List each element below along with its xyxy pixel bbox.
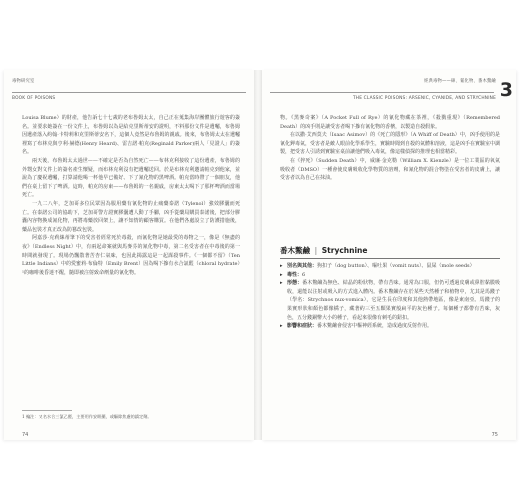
triangle-bullet-icon: ▸ (280, 271, 283, 278)
attribute-value: 番木鱉鹼為無色、結晶的粉狀物，帶有苦味。通常為口服，但仍可透過皮膚或鼻腔黏膜吸收，還能以注射或吸入的方式進入體內。番木鱉鹼存在於某些天然種子和植物中，尤其是馬錢子（學名：Strychnos nux-vomica），它是生長在印度和其他熱帶地區，像是東南亞。馬錢子的果實形狀和顏色都像橘子，藏著約三至五顆果實般扁平的灰色種子。每個種子都帶有苦味，灰色，五分錢銅幣大小的種子，看起來很像有刺毛的鈕扣。 (287, 280, 500, 321)
attribute-item (280, 279, 500, 322)
attribute-list (280, 262, 500, 331)
attribute-item (280, 262, 500, 271)
left-page-number: 74 (22, 432, 29, 438)
attribute-value: 番木鱉鹼會侵害中樞神經系統，造成過度反射作用。 (317, 323, 433, 330)
left-running-head-zh: 毒物研究室 (12, 79, 35, 84)
left-body-text (22, 114, 240, 277)
right-header-rule (270, 92, 494, 93)
chapter-number: 3 (499, 79, 513, 101)
attribute-item (280, 322, 500, 331)
left-page (4, 70, 254, 440)
attribute-item (280, 271, 500, 280)
right-running-head-en: THE CLASSIC POISONS: ARSENIC, CYANIDE, AND STRYCHNINE (352, 96, 496, 101)
triangle-bullet-icon: ▸ (280, 323, 283, 330)
right-paragraph: 物。《黑麥奇案》（A Pocket Full of Rye）的氰化物藏在茶裡，《殺戮重現》（Remembered Death）的凶手則是讓受害者喝下摻有氰化物的香檳，以製造自殺假象。 (280, 115, 500, 130)
right-body-text (280, 114, 500, 183)
attribute-value: 狗扣子（dog button）、嘔吐果（vomit nuts）、鼠屎（mole seeds） (317, 263, 475, 269)
attribute-label: 毒性： (287, 271, 303, 278)
left-paragraph: 阿嘉莎·克莉絲蒂筆下的受害者經常死於毒殺，而氰化物是她最愛的毒物之一，像是《無盡的夜》（Endless Night）中，有兩起命案就與馬麥芬的氰化物中毒，第二名受害者在中毒後的第一時間就發現了。現場仍飄散著苦杏仁氣味，也因此揭露這是一起謀殺事件。《一個都不留》（Ten Little Indians）中的愛蜜莉·布倫特（Emily Brent）因為喝下摻有水合氯醛（chloral hydrate）¹的咖啡後昏迷不醒，隨即被注射致命劑量的氰化物。 (22, 235, 240, 276)
attribute-label: 別名與其他： (287, 263, 318, 269)
left-header-rule (12, 92, 246, 93)
left-paragraph: 一九二八年，芝加哥多位民眾因為服用藥有氰化物的止痛藥泰諾（Tylenol）強效膠囊而死亡。在泰諾公司的協助下，芝加哥警方證實膠囊遭人動了手腳，凶手從藥局購買泰諾後，把部分膠囊內容物換成氰化物，再將毒藥放回架上，讓不知情的顧客購買。在他們各處設立了防護措施後，藥品包裝才真正改為防篡改包裝。 (22, 200, 240, 233)
attribute-label: 影響和症狀： (287, 323, 318, 330)
section-title (280, 245, 367, 256)
right-page-number: 75 (491, 432, 498, 438)
section-title-separator: | (314, 246, 318, 255)
attribute-label: 形態： (287, 280, 303, 287)
triangle-bullet-icon: ▸ (280, 263, 283, 269)
left-paragraph: Louisa Blume）的財產，他告訴七十七歲的老布魯姆太太，自己正在蒐集海岸團體旅行遊客的簽名。並要求她簽在一份文件上，布魯姆以為是給克里斯蒂安的證明，不料那份文件是遺囑，布魯姆因遺產落入約翰·卡特莉和克里斯蒂安名下，這個人竟然是布魯姆的親戚。後來，布魯姆太太在遺囑裡寫了布林克與亨利·赫德(Henry Heard)、雷吉諾·帕克(Reginald Parker)兩人「見證人」的簽名。 (22, 115, 240, 156)
left-paragraph: 兩天後，布魯姆太太過世——不確定是否為自然死亡——布林克利接收了這份遺產，布魯姆的外甥女對文件上的簽名產生懷疑，而布林克利沒有把遺囑送回。於是布林克利邀請帕克到他家，並說為了慶祝遺囑，打算請他喝一杯他早已備好、下了氰化物的黑啤酒。帕克當時帶了一個朋友，他們在桌上留下了啤酒。這時，帕克的房東——布魯姆的一名親戚，房東太太喝下了那杯啤酒而當場死亡。 (22, 157, 240, 199)
right-paragraph: 在《猝死》（Sudden Death）中，威廉·金克勒（William X. Kienzle）是一位工業區的氧氣吸收者（DMSO）一種會使皮膚吸收化學物質的溶劑，和氰化物的混合物塗在受害者的皮膚上，讓受害者以為自己在抹油。 (280, 157, 500, 182)
section-title-en: Strychnine (321, 246, 368, 255)
footnote-rule (22, 410, 72, 411)
attribute-value: 6 (302, 271, 306, 278)
book-gutter (254, 70, 262, 440)
triangle-bullet-icon: ▸ (280, 280, 283, 287)
right-running-head-zh: 經典毒物——砷、氰化物、番木鱉鹼 (424, 79, 496, 84)
section-title-zh: 番木鱉鹼 (280, 246, 310, 255)
right-paragraph: 在以撒·艾西莫夫（Isaac Asimov）的《死亡的隱形》（A Whiff of Death）中，凶手使用的是氰化鉀毒氣，受害者是敵人眼前化學系學生，實驗時聞到自殺的氣體和溶液，這是凶手在實驗室中調製，把受害人引誘到實驗室桌前讓他們吸入毒氣，像這樣偵探的推理也相當精彩。 (280, 132, 501, 156)
right-page (262, 70, 516, 440)
footnote: 1 編注：又名水合三氯乙醛，主要用作安眠藥，或驅除焦慮的鎮定劑。 (22, 414, 152, 419)
section-rule (280, 258, 500, 259)
left-running-head-en: BOOK OF POISONS (12, 96, 56, 101)
